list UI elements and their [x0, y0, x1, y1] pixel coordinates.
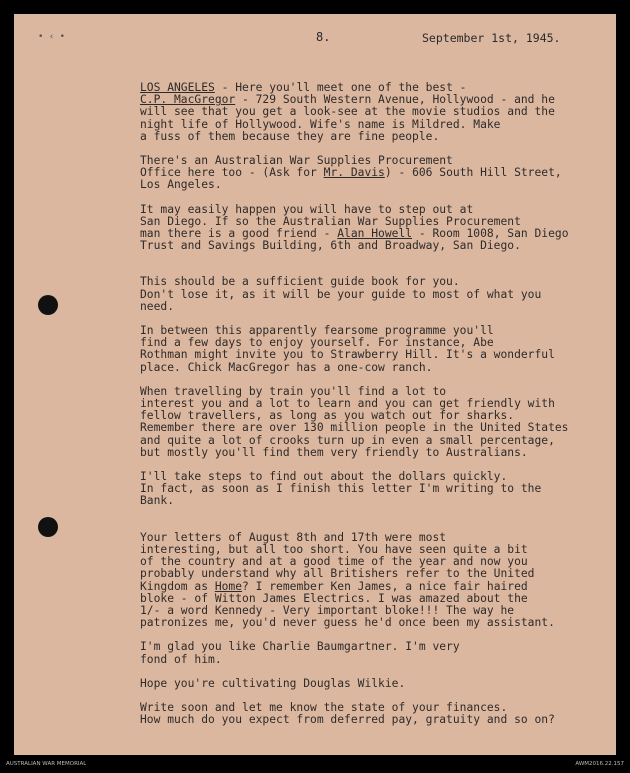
paragraph-text: There's an Australian War Supplies Procurement Office here too - (Ask for: [140, 154, 453, 180]
paragraph-text: Your letters of August 8th and 17th were most interesting, but all too short. You have seen quite a bit of the country and at a good time of the year and now you probably understand why all Britishers refer to the United Kingdom as: [140, 530, 535, 593]
underlined-name: LOS ANGELES: [140, 81, 215, 94]
paragraph-text: - Here you'll meet one of the best -: [221, 81, 467, 94]
page-number: 8.: [316, 30, 331, 44]
paragraph-text: I'll take steps to find out about the dollars quickly. In fact, as soon as I finish this letter I'm writing to the Bank.: [140, 470, 542, 508]
paragraph-text: It may easily happen you will have to step out at San Diego. If so the Australian War Supplies Procurement man there is a good friend -: [140, 202, 521, 241]
letter-paragraph: [140, 532, 600, 630]
punch-hole: [38, 517, 58, 537]
letter-date: September 1st, 1945.: [422, 31, 561, 45]
letter-paragraph: [140, 641, 600, 665]
paragraph-text: This should be a sufficient guide book for you. Don't lose it, as it will be your guide to most of what you need.: [140, 275, 542, 313]
footer-reference: AWM2016.22.157: [575, 761, 624, 767]
letter-body: [140, 82, 600, 738]
letter-paragraph: [140, 82, 600, 143]
corner-mark: • ‹ •: [38, 32, 66, 42]
underlined-name: Mr. Davis: [323, 166, 385, 180]
paragraph-text: I'm glad you like Charlie Baumgartner. I'm very fond of him.: [140, 640, 460, 666]
letter-paragraph: [140, 325, 600, 374]
underlined-name: C.P. MacGregor: [140, 93, 236, 107]
paragraph-text: Write soon and let me know the state of your finances. How much do you expect from deferred pay, gratuity and so on?: [140, 700, 555, 727]
paragraph-text: Hope you're cultivating Douglas Wilkie.: [140, 676, 406, 690]
underlined-name: Alan Howell: [337, 227, 413, 241]
paragraph-text: - 729 South Western Avenue, Hollywood - and he will see that you get a look-see at the movie studios and the night life of Hollywood. Wife's name is Mildred. Make a fuss of them because they are fine people.: [140, 93, 555, 143]
letter-paragraph: [140, 204, 600, 253]
paragraph-text: ? I remember Ken James, a nice fair haired bloke - of Witton James Electrics. I was amazed about the 1/- a word Kennedy - Very important bloke!!! The way he patronizes me, you'd never guess he'd once been my assistant.: [140, 579, 555, 630]
punch-hole: [38, 295, 58, 315]
letter-paragraph: [140, 471, 600, 508]
letter-paragraph: [140, 155, 600, 192]
underlined-name: Home: [214, 579, 243, 593]
letter-paragraph: [140, 678, 600, 690]
letter-paragraph: [140, 386, 600, 459]
paragraph-text: ) - 606 South Hill Street, Los Angeles.: [140, 166, 562, 192]
letter-page: [14, 14, 616, 755]
footer-credit: AUSTRALIAN WAR MEMORIAL: [6, 761, 87, 767]
letter-paragraph: [140, 702, 600, 726]
paragraph-text: In between this apparently fearsome programme you'll find a few days to enjoy yourself. For instance, Abe Rothman might invite you to Strawberry Hill. It's a wonderful place. Chick MacGregor has a one-cow ranch.: [140, 324, 555, 374]
paragraph-text: - Room 1008, San Diego Trust and Savings Building, 6th and Broadway, San Diego.: [140, 227, 569, 253]
paragraph-text: When travelling by train you'll find a lot to interest you and a lot to learn and you can get friendly with fellow travellers, as long as you watch out for sharks. Remember there are over 130 million people in the United States and quite a lot of crooks turn up in even a small percentage, but mostly you'll find them very friendly to Australians.: [140, 384, 569, 459]
letter-paragraph: [140, 276, 600, 313]
